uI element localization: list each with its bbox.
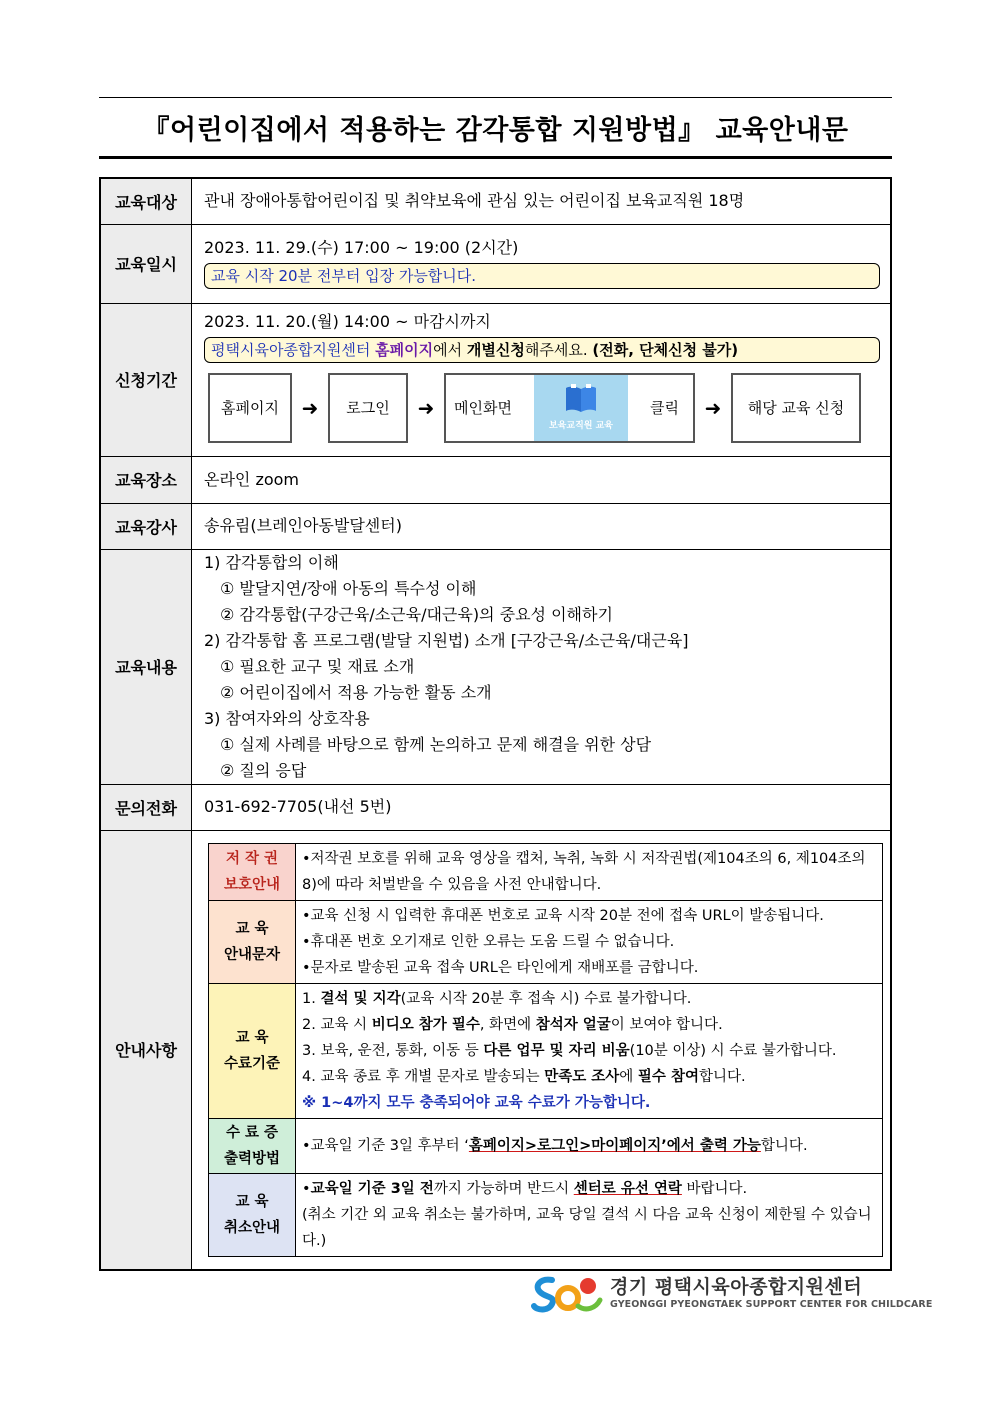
guide-sms bbox=[209, 900, 883, 983]
value-datetime bbox=[192, 224, 892, 303]
label-apply: 신청기간 bbox=[100, 303, 192, 456]
content-line: ① 실제 사례를 바탕으로 함께 논의하고 문제 해결을 위한 상담 bbox=[220, 734, 652, 754]
guide-copyright-text: •저작권 보호를 위해 교육 영상을 캡처, 녹취, 녹화 시 저작권법(제104조의 6, 제104조의 8)에 따라 처벌받을 수 있음을 사전 안내합니다. bbox=[296, 843, 883, 900]
guide-certificate bbox=[209, 1118, 883, 1173]
content-line: 2) 감각통합 홈 프로그램(발달 지원법) 소개 [구강근육/소근육/대근육] bbox=[204, 630, 689, 650]
center-name-kr: 경기 평택시육아종합지원센터 bbox=[610, 1276, 863, 1298]
flow-arrow-icon: ➜ bbox=[704, 395, 722, 420]
guide-copyright bbox=[209, 843, 883, 900]
guide-certificate-label: 수 료 증 출력방법 bbox=[209, 1118, 296, 1173]
guide-table bbox=[208, 843, 883, 1257]
label-place: 교육장소 bbox=[100, 456, 192, 503]
guide-cancel-text: •교육일 기준 3일 전까지 가능하며 반드시 센터로 유선 연락 바랍니다. (취소 기간 외 교육 취소는 불가하며, 교육 당일 결석 시 다음 교육 신청이 제한될 수 있습니다.) bbox=[296, 1173, 883, 1256]
apply-period: 2023. 11. 20.(월) 14:00 ~ 마감시까지 bbox=[204, 311, 491, 331]
label-lecturer: 교육강사 bbox=[100, 503, 192, 549]
row-phone bbox=[100, 784, 891, 830]
value-apply bbox=[192, 303, 892, 456]
page-title: 『어린이집에서 적용하는 감각통합 지원방법』 교육안내문 bbox=[99, 97, 892, 159]
guide-completion-label: 교 육 수료기준 bbox=[209, 983, 296, 1118]
row-apply bbox=[100, 303, 891, 456]
guide-sms-label: 교 육 안내문자 bbox=[209, 900, 296, 983]
row-place bbox=[100, 456, 891, 503]
content-line: 3) 참여자와의 상호작용 bbox=[204, 708, 370, 728]
row-datetime bbox=[100, 224, 891, 303]
value-content bbox=[192, 549, 892, 784]
guide-cancel bbox=[209, 1173, 883, 1256]
content-line: ② 질의 응답 bbox=[220, 760, 307, 780]
label-target: 교육대상 bbox=[100, 178, 192, 224]
row-target bbox=[100, 178, 891, 224]
value-lecturer: 송유림(브레인아동발달센터) bbox=[192, 503, 892, 549]
guide-copyright-label: 저 작 권 보호안내 bbox=[209, 843, 296, 900]
completion-note: ※ 1~4까지 모두 충족되어야 교육 수료가 가능합니다. bbox=[302, 1094, 651, 1111]
guide-cancel-label: 교 육 취소안내 bbox=[209, 1173, 296, 1256]
apply-notice: 평택시육아종합지원센터 홈페이지에서 개별신청해주세요. (전화, 단체신청 불가) bbox=[204, 337, 880, 363]
book-icon bbox=[564, 384, 598, 414]
label-content: 교육내용 bbox=[100, 549, 192, 784]
apply-flow bbox=[208, 371, 880, 445]
datetime-text: 2023. 11. 29.(수) 17:00 ~ 19:00 (2시간) bbox=[204, 237, 519, 257]
content-line: ① 필요한 교구 및 재료 소개 bbox=[220, 656, 415, 676]
label-datetime: 교육일시 bbox=[100, 224, 192, 303]
flow-step-main: 메인화면 보육교직원 교육 클릭 bbox=[444, 373, 695, 443]
center-logo-icon bbox=[530, 1272, 606, 1316]
content-line: ① 발달지연/장애 아동의 특수성 이해 bbox=[220, 578, 477, 598]
value-place: 온라인 zoom bbox=[192, 456, 892, 503]
info-table bbox=[99, 177, 892, 1271]
label-guide: 안내사항 bbox=[100, 830, 192, 1270]
guide-certificate-text: •교육일 기준 3일 후부터 ‘홈페이지>로그인>마이페이지’에서 출력 가능합니다. bbox=[296, 1118, 883, 1173]
guide-completion bbox=[209, 983, 883, 1118]
flow-arrow-icon: ➜ bbox=[417, 395, 435, 420]
content-line: 1) 감각통합의 이해 bbox=[204, 552, 339, 572]
guide-sms-text: •교육 신청 시 입력한 휴대폰 번호로 교육 시작 20분 전에 접속 URL이 발송됩니다. •휴대폰 번호 오기재로 인한 오류는 도움 드릴 수 없습니다. •문자로 발송된 교육 접속 URL은 타인에게 재배포를 금합니다. bbox=[296, 900, 883, 983]
datetime-notice: 교육 시작 20분 전부터 입장 가능합니다. bbox=[204, 263, 880, 289]
center-logo bbox=[530, 1272, 933, 1316]
education-menu-button: 보육교직원 교육 bbox=[534, 375, 628, 441]
flow-arrow-icon: ➜ bbox=[301, 395, 319, 420]
value-target: 관내 장애아통합어린이집 및 취약보육에 관심 있는 어린이집 보육교직원 18명 bbox=[192, 178, 892, 224]
center-name-en: GYEONGGI PYEONGTAEK SUPPORT CENTER FOR CHILDCARE bbox=[610, 1299, 933, 1310]
label-phone: 문의전화 bbox=[100, 784, 192, 830]
value-phone: 031-692-7705(내선 5번) bbox=[192, 784, 892, 830]
row-content bbox=[100, 549, 891, 784]
value-guide bbox=[192, 830, 892, 1270]
flow-step-login: 로그인 bbox=[328, 373, 408, 443]
row-lecturer bbox=[100, 503, 891, 549]
content-line: ② 감각통합(구강근육/소근육/대근육)의 중요성 이해하기 bbox=[220, 604, 613, 624]
row-guide bbox=[100, 830, 891, 1270]
flow-step-apply: 해당 교육 신청 bbox=[731, 373, 861, 443]
guide-completion-text: 1. 결석 및 지각(교육 시작 20분 후 접속 시) 수료 불가합니다. 2. 교육 시 비디오 참가 필수, 화면에 참석자 얼굴이 보여야 합니다. 3. 보육, 운전, 통화, 이동 등 다른 업무 및 자리 비움(10분 이상) 시 수료 불가합니다. 4. 교육 종료 후 개별 문자로 발송되는 만족도 조사에 필수 참여합니다. ※ 1~4까지 모두 충족되어야 교육 수료가 가능합니다. bbox=[296, 983, 883, 1118]
content-line: ② 어린이집에서 적용 가능한 활동 소개 bbox=[220, 682, 492, 702]
flow-step-homepage: 홈페이지 bbox=[208, 373, 292, 443]
